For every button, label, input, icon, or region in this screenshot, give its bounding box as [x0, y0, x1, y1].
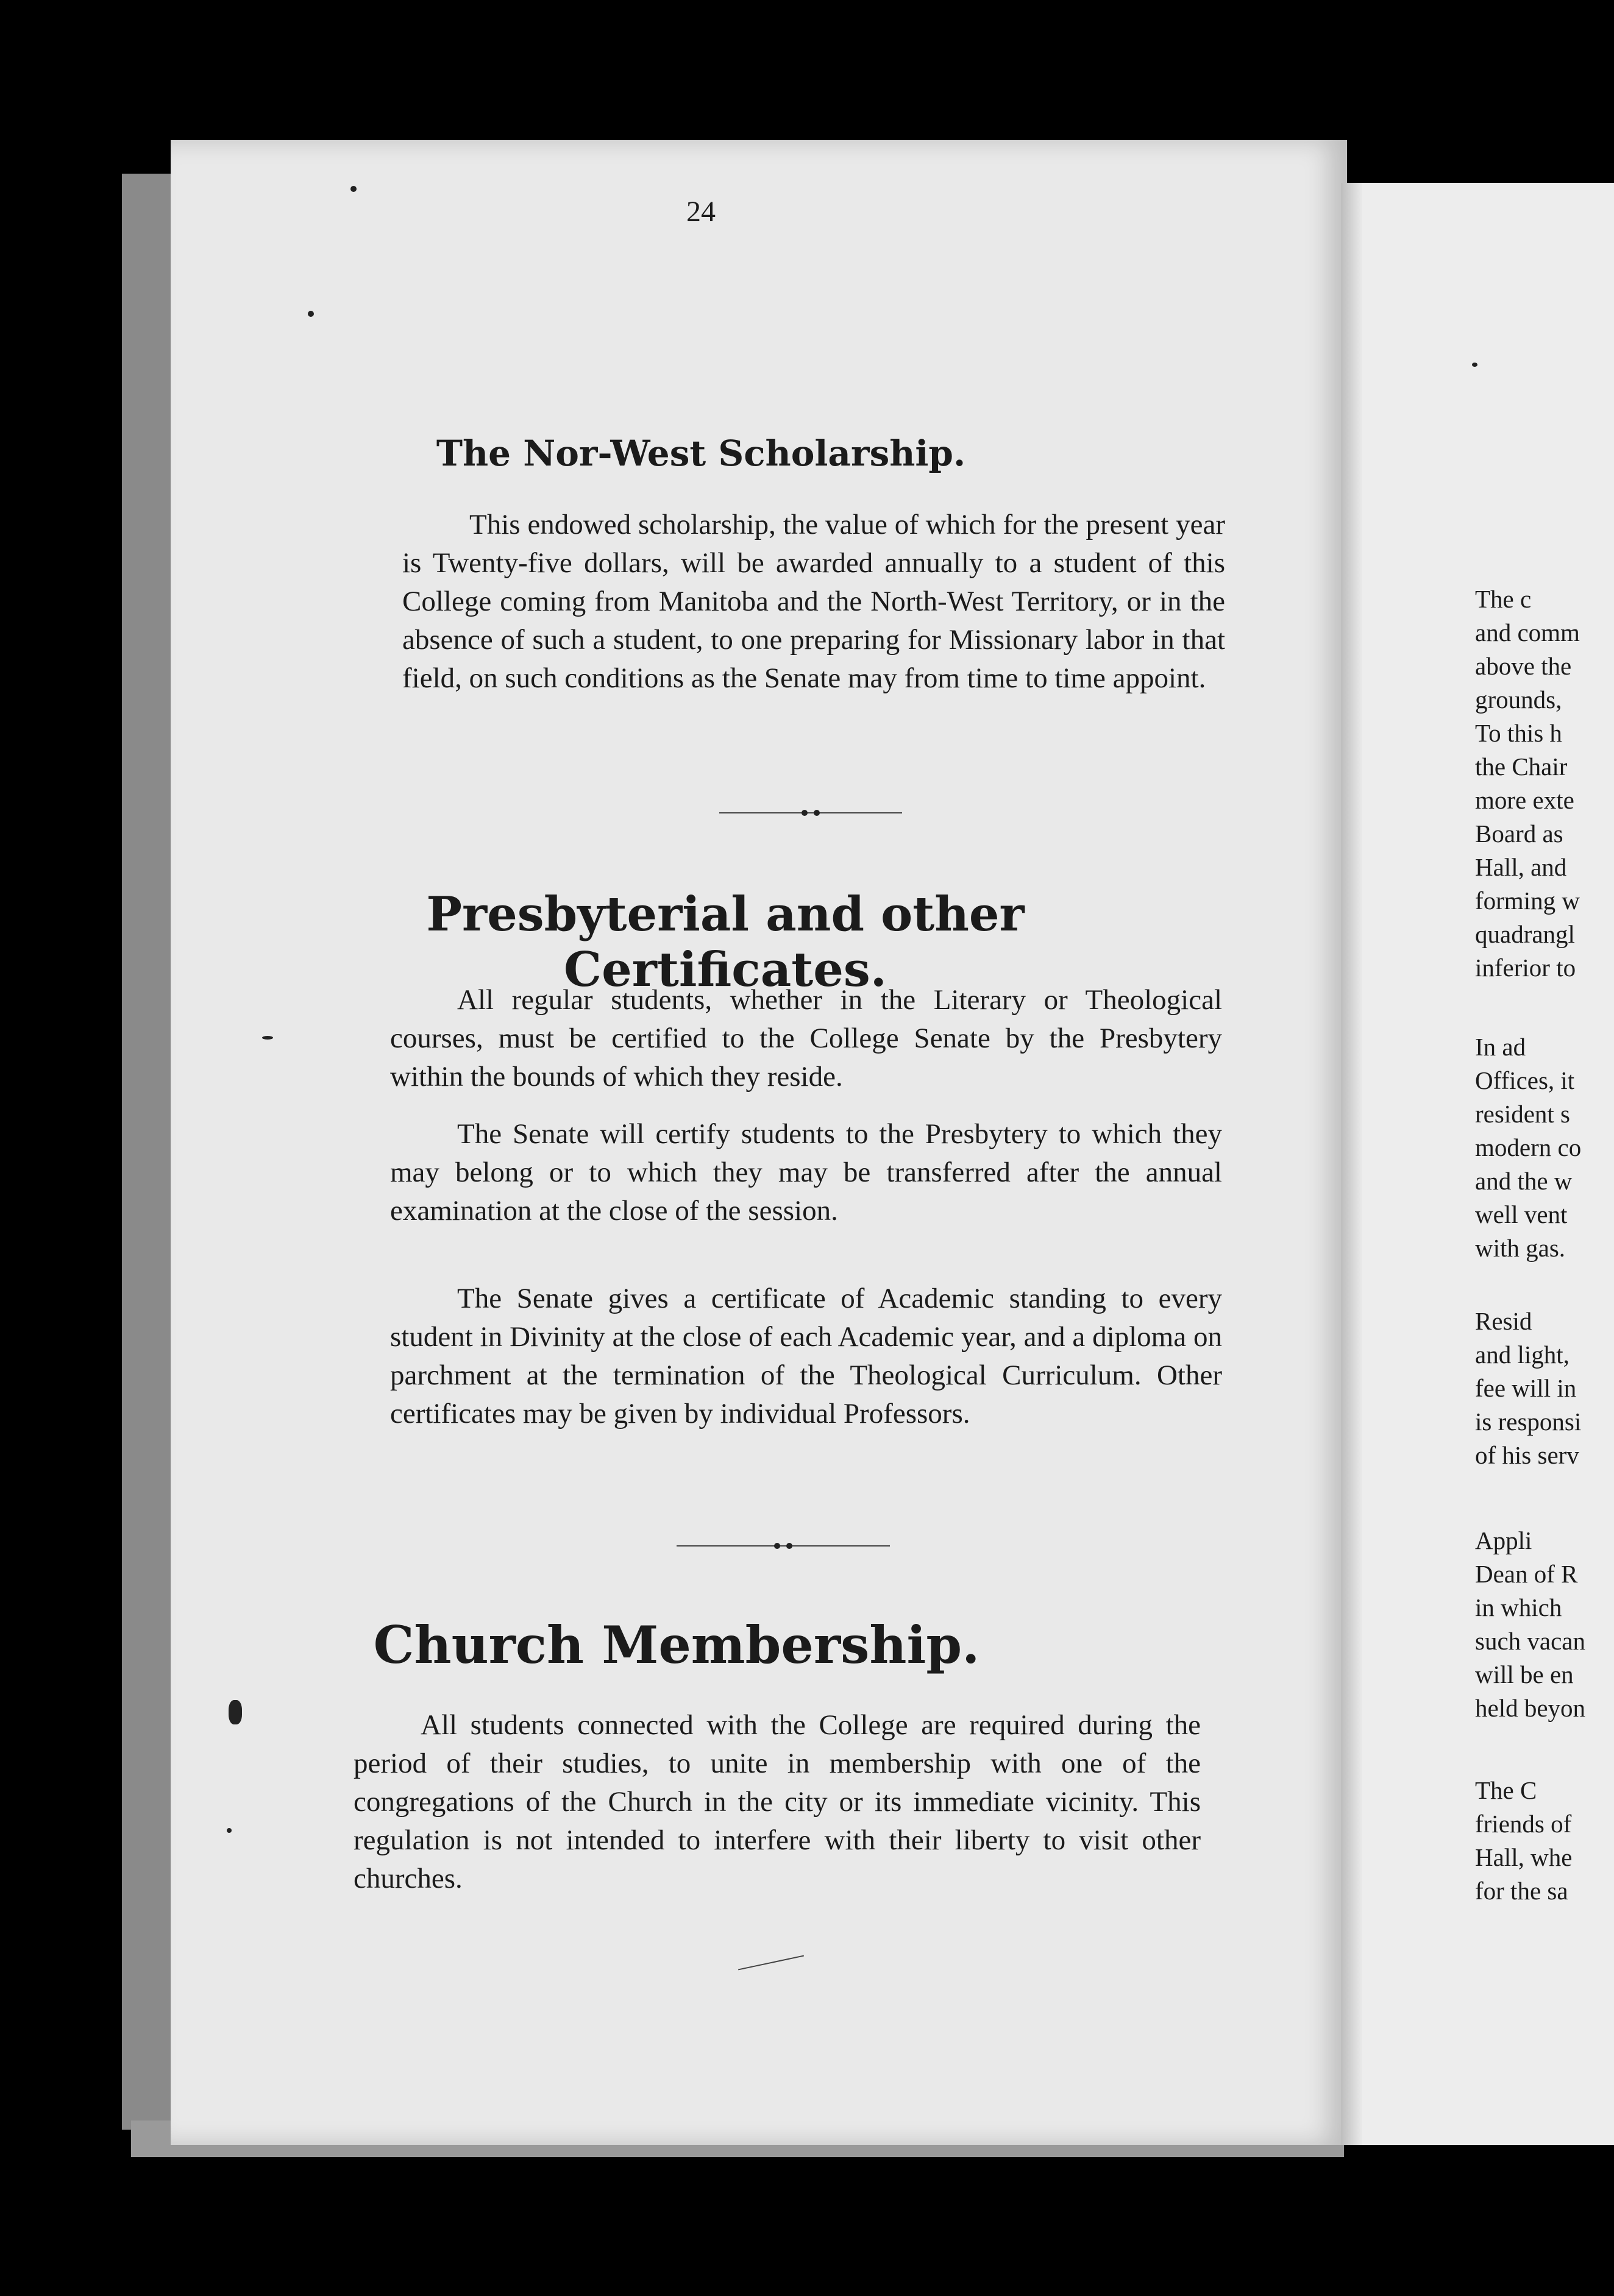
- scholarship-paragraph: This endowed scholarship, the value of which for the present year is Twenty-five dollars, will be awarded annually to a student of this College coming from Manitoba and the North-West Territory, or in the absence of such a student, to one preparing for Missionary labor in that field, on such conditions as the Senate may from time to time appoint.: [402, 509, 1225, 694]
- scholarship-title: The Nor-West Scholarship.: [436, 433, 966, 474]
- right-page-line: grounds,: [1475, 686, 1562, 714]
- certificates-title: Presbyterial and other Certificates.: [426, 887, 1025, 997]
- right-page-line: Board as: [1475, 820, 1563, 848]
- certificates-paragraph: All regular students, whether in the Literary or Theological courses, must be certified to the College Senate by the Presbytery within the bounds of which they reside.: [390, 984, 1222, 1093]
- section-divider: [719, 812, 902, 813]
- ink-blot: [229, 1700, 242, 1724]
- right-page-line: In ad: [1475, 1033, 1526, 1061]
- right-page-line: Dean of R: [1475, 1560, 1578, 1588]
- book-gutter: [1341, 183, 1365, 2145]
- page-number: 24: [686, 196, 716, 228]
- membership-title: Church Membership.: [373, 1615, 980, 1675]
- right-page-line: for the sa: [1475, 1877, 1568, 1905]
- left-page: [171, 140, 1347, 2145]
- right-page-line: more exte: [1475, 786, 1574, 814]
- right-page-line: held beyon: [1475, 1694, 1586, 1722]
- right-page-line: is responsi: [1475, 1408, 1582, 1436]
- right-page-line: friends of: [1475, 1810, 1572, 1838]
- right-page-line: in which: [1475, 1593, 1562, 1621]
- right-page-line: and the w: [1475, 1167, 1573, 1195]
- right-page-line: To this h: [1475, 719, 1562, 747]
- right-page-line: with gas.: [1475, 1234, 1566, 1262]
- right-page-line: The c: [1475, 585, 1532, 613]
- right-page-line: fee will in: [1475, 1374, 1577, 1402]
- book-edge-shadow: [122, 174, 177, 2130]
- section-divider: [677, 1545, 890, 1547]
- right-page-line: Resid: [1475, 1307, 1532, 1335]
- right-page-line: and comm: [1475, 618, 1580, 647]
- right-page-line: well vent: [1475, 1200, 1568, 1228]
- certificates-paragraph: The Senate will certify students to the Presbytery to which they may belong or to which they may be transferred after the annual examination at the close of the session.: [390, 1118, 1222, 1227]
- right-page-line: of his serv: [1475, 1441, 1579, 1469]
- right-page-line: Hall, whe: [1475, 1843, 1573, 1871]
- ink-speck: [308, 311, 314, 317]
- ink-speck: [227, 1828, 232, 1833]
- membership-paragraph: All students connected with the College are required during the period of their studies, to unite in membership with one of the congregations of the Church in the city or its immediate vicinity. This regulation is not intended to interfere with their liberty to visit other churches.: [354, 1709, 1201, 1894]
- right-page-line: above the: [1475, 652, 1572, 680]
- right-page-line: Appli: [1475, 1526, 1532, 1554]
- right-page-line: Hall, and: [1475, 853, 1567, 881]
- ink-speck: [262, 1036, 273, 1040]
- right-page-line: inferior to: [1475, 954, 1576, 982]
- certificates-paragraph: The Senate gives a certificate of Academic standing to every student in Divinity at the close of each Academic year, and a diploma on parchment at the termination of the Theological Curriculum. Other certificates may be given by individual Professors.: [390, 1283, 1222, 1430]
- ink-speck: [350, 186, 357, 192]
- ink-speck: [1472, 363, 1477, 367]
- right-page-line: quadrangl: [1475, 920, 1575, 948]
- right-page-line: The C: [1475, 1776, 1537, 1804]
- right-page-line: the Chair: [1475, 753, 1568, 781]
- right-page-line: resident s: [1475, 1100, 1570, 1128]
- right-page-line: such vacan: [1475, 1627, 1585, 1655]
- right-page-line: Offices, it: [1475, 1066, 1575, 1094]
- right-page-line: modern co: [1475, 1133, 1582, 1161]
- right-page-line: and light,: [1475, 1341, 1570, 1369]
- ink-mark: [738, 1955, 804, 1971]
- right-page-line: will be en: [1475, 1660, 1574, 1688]
- right-page-line: forming w: [1475, 887, 1580, 915]
